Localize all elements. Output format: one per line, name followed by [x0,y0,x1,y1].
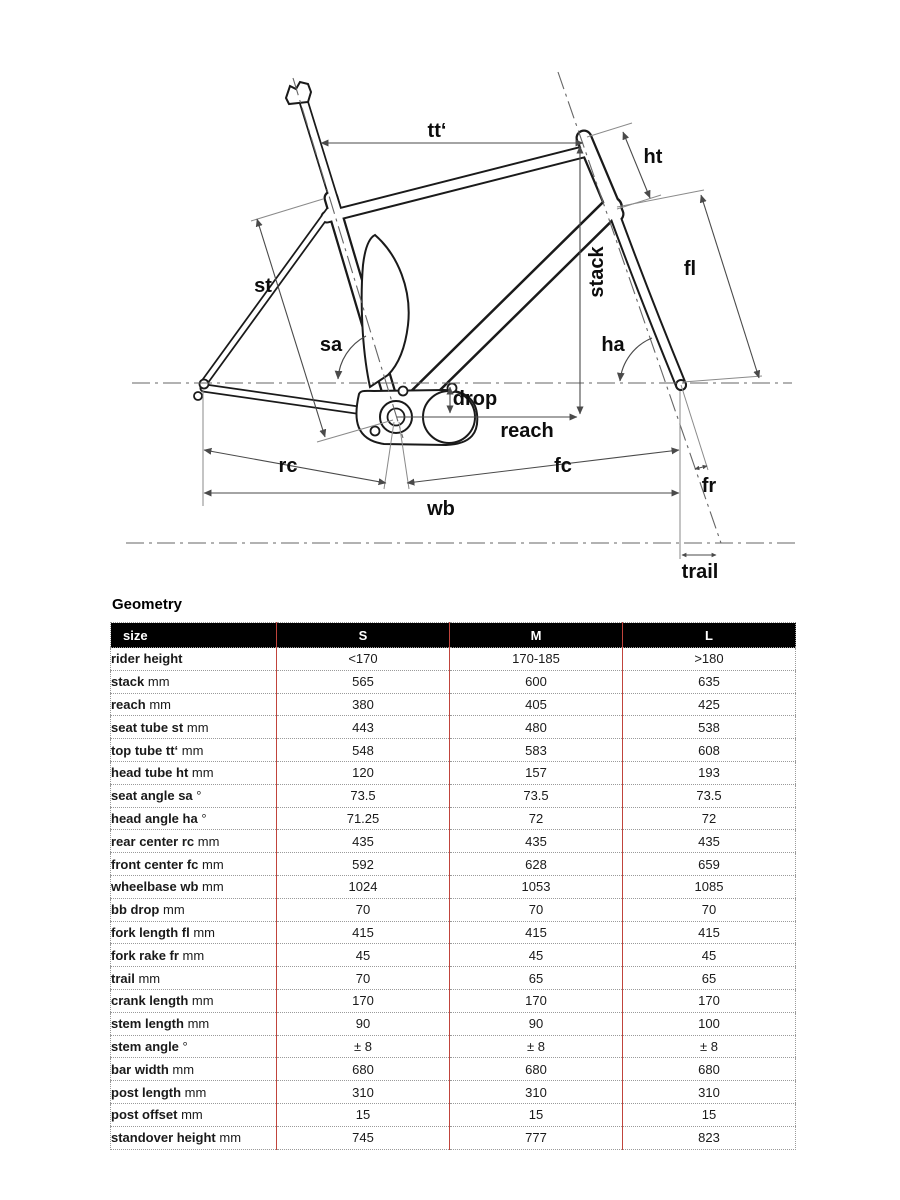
label-fork-rake: fr [701,475,717,497]
cell-value: 600 [450,670,623,693]
cell-value: 170 [623,989,796,1012]
frame-diagram-container [0,0,900,592]
row-label: standover height mm [111,1126,277,1149]
cell-value: 70 [277,898,450,921]
cell-value: 73.5 [623,784,796,807]
row-label: wheelbase wb mm [111,875,277,898]
table-row [111,761,796,784]
table-row [111,784,796,807]
cell-value: 310 [623,1081,796,1104]
cell-value: 435 [623,830,796,853]
row-label: bb drop mm [111,898,277,921]
cell-value: 415 [277,921,450,944]
cell-value: 592 [277,853,450,876]
cell-value: 15 [623,1103,796,1126]
label-trail: trail [681,561,719,583]
cell-value: 70 [450,898,623,921]
geometry-table-body [111,648,796,1150]
label-reach: reach [500,420,554,442]
row-label: fork rake fr mm [111,944,277,967]
label-wheelbase: wb [427,498,455,520]
cell-value: 73.5 [450,784,623,807]
row-label: crank length mm [111,989,277,1012]
header-size-s: S [277,623,450,648]
cell-value: 72 [623,807,796,830]
cell-value: 777 [450,1126,623,1149]
cell-value: 548 [277,739,450,762]
label-bb-drop: drop [452,388,498,410]
saddle-clamp [286,82,311,104]
label-front-center: fc [554,455,572,477]
cell-value: 435 [277,830,450,853]
cell-value: ± 8 [277,1035,450,1058]
table-row [111,1012,796,1035]
cell-value: 90 [450,1012,623,1035]
table-row [111,693,796,716]
cell-value: 310 [450,1081,623,1104]
table-row [111,1058,796,1081]
cell-value: 310 [277,1081,450,1104]
row-label: seat tube st mm [111,716,277,739]
cell-value: 15 [277,1103,450,1126]
frame-geometry-diagram [0,0,900,592]
geometry-table [110,622,796,1150]
cell-value: 170 [450,989,623,1012]
dim-seat-angle-arc [338,336,366,379]
cell-value: 608 [623,739,796,762]
row-label: head angle ha ° [111,807,277,830]
cell-value: 435 [450,830,623,853]
cell-value: 90 [277,1012,450,1035]
diagram-labels [254,120,718,583]
cell-value: 170 [277,989,450,1012]
table-row [111,944,796,967]
cell-value: 380 [277,693,450,716]
dim-fork-length [701,195,759,378]
table-row [111,967,796,990]
geometry-section [110,596,796,1150]
cell-value: 65 [623,967,796,990]
cell-value: 680 [623,1058,796,1081]
cell-value: >180 [623,648,796,671]
row-label: seat angle sa ° [111,784,277,807]
row-label: front center fc mm [111,853,277,876]
cell-value: 1024 [277,875,450,898]
row-label: head tube ht mm [111,761,277,784]
row-label: trail mm [111,967,277,990]
cell-value: 193 [623,761,796,784]
label-head-angle: ha [601,334,625,356]
cell-value: 443 [277,716,450,739]
row-label: post offset mm [111,1103,277,1126]
table-row [111,739,796,762]
table-row [111,853,796,876]
cell-value: 1085 [623,875,796,898]
cell-value: 415 [623,921,796,944]
table-row [111,1103,796,1126]
cell-value: ± 8 [623,1035,796,1058]
cell-value: 823 [623,1126,796,1149]
label-fork-length: fl [683,258,697,280]
table-row [111,921,796,944]
cell-value: <170 [277,648,450,671]
header-size-l: L [623,623,796,648]
label-seat-angle: sa [319,334,343,356]
geometry-title: Geometry [112,596,183,613]
table-row [111,830,796,853]
row-label: reach mm [111,693,277,716]
cell-value: 157 [450,761,623,784]
cell-value: 680 [277,1058,450,1081]
table-row [111,1035,796,1058]
cell-value: 1053 [450,875,623,898]
row-label: rider height [111,648,277,671]
cell-value: 659 [623,853,796,876]
dim-front-center [407,450,679,483]
cell-value: 405 [450,693,623,716]
row-label: top tube tt‘ mm [111,739,277,762]
row-label: stem length mm [111,1012,277,1035]
row-label: bar width mm [111,1058,277,1081]
row-label: rear center rc mm [111,830,277,853]
dim-fork-rake [695,466,707,469]
label-seat-tube: st [254,275,272,297]
cell-value: 565 [277,670,450,693]
cell-value: 170-185 [450,648,623,671]
row-label: stem angle ° [111,1035,277,1058]
cell-value: 480 [450,716,623,739]
cell-value: 415 [450,921,623,944]
geometry-table-header [111,623,796,648]
cell-value: 680 [450,1058,623,1081]
table-row [111,670,796,693]
rear-dropout [200,380,209,389]
cell-value: 65 [450,967,623,990]
header-size-m: M [450,623,623,648]
cell-value: 745 [277,1126,450,1149]
table-row [111,1081,796,1104]
row-label: stack mm [111,670,277,693]
cell-value: 425 [623,693,796,716]
table-row [111,716,796,739]
cell-value: 72 [450,807,623,830]
label-rear-center: rc [278,455,298,477]
cell-value: 70 [623,898,796,921]
cell-value: 70 [277,967,450,990]
dim-head-angle-arc [620,338,652,381]
row-label: post length mm [111,1081,277,1104]
cell-value: 45 [277,944,450,967]
cell-value: 45 [623,944,796,967]
cell-value: 100 [623,1012,796,1035]
cell-value: 635 [623,670,796,693]
table-row [111,648,796,671]
cell-value: 583 [450,739,623,762]
cell-value: ± 8 [450,1035,623,1058]
cell-value: 15 [450,1103,623,1126]
cell-value: 71.25 [277,807,450,830]
cell-value: 538 [623,716,796,739]
label-stack: stack [586,246,608,298]
label-top-tube: tt‘ [427,120,447,142]
row-label: fork length fl mm [111,921,277,944]
cell-value: 73.5 [277,784,450,807]
cell-value: 628 [450,853,623,876]
header-size: size [111,623,277,648]
table-row [111,875,796,898]
label-head-tube: ht [643,146,663,168]
cell-value: 120 [277,761,450,784]
seat-tube-fairing [362,235,409,387]
table-row [111,807,796,830]
table-row [111,989,796,1012]
table-row [111,898,796,921]
table-row [111,1126,796,1149]
cell-value: 45 [450,944,623,967]
